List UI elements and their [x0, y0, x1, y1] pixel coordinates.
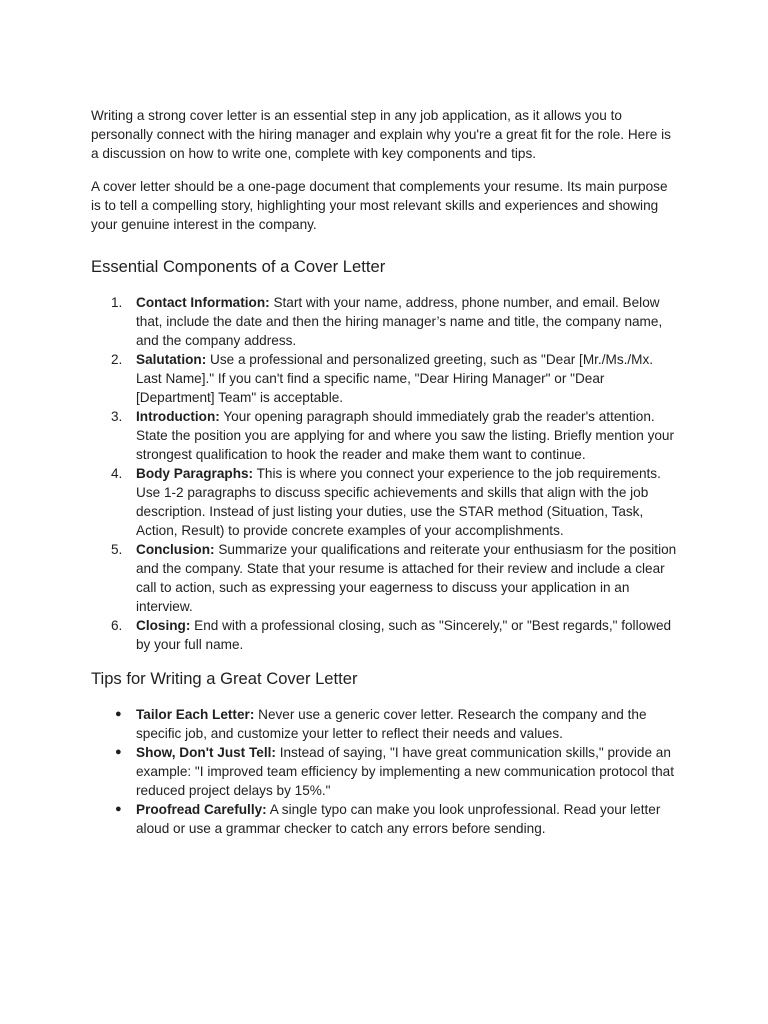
- list-item: [91, 800, 681, 838]
- list-number: 6.: [111, 618, 123, 633]
- item-text: This is where you connect your experience to the job requirements. Use 1-2 paragraphs to discuss specific achievements and skills that align with the job description. Instead of just listing your duties, use the STAR method (Situation, Task, Action, Result) to provide concrete examples of your accomplishments.: [136, 466, 661, 538]
- intro-paragraph: A cover letter should be a one-page document that complements your resume. Its main purpose is to tell a compelling story, highlighting your most relevant skills and experiences and showing your genuine interest in the company.: [91, 179, 668, 232]
- list-item: [91, 464, 681, 540]
- intro-paragraph: Writing a strong cover letter is an essential step in any job application, as it allows you to personally connect with the hiring manager and explain why you're a great fit for the role. Here is a discussion on how to write one, complete with key components and tips.: [91, 108, 671, 161]
- list-item: [91, 705, 681, 743]
- bullet-icon: ●: [115, 803, 122, 815]
- list-number: 3.: [111, 409, 123, 424]
- item-text: Instead of saying, "I have great communication skills," provide an example: "I improved team efficiency by implementing a new communication protocol that reduced project delays by 15%.": [136, 745, 675, 798]
- item-term: Contact Information:: [136, 295, 270, 310]
- item-term: Closing:: [136, 618, 191, 633]
- item-term: Show, Don't Just Tell:: [136, 745, 276, 760]
- list-item: [91, 540, 681, 616]
- list-item: [91, 293, 681, 350]
- tips-list: [91, 705, 681, 838]
- item-text: Use a professional and personalized greeting, such as "Dear [Mr./Ms./Mx. Last Name]." If you can't find a specific name, "Dear Hiring Manager" or "Dear [Department] Team" is acceptable.: [136, 352, 654, 405]
- list-number: 4.: [111, 466, 123, 481]
- list-number: 5.: [111, 542, 123, 557]
- item-term: Body Paragraphs:: [136, 466, 254, 481]
- bullet-icon: ●: [115, 708, 122, 720]
- item-term: Tailor Each Letter:: [136, 707, 255, 722]
- item-term: Salutation:: [136, 352, 207, 367]
- item-text: Start with your name, address, phone number, and email. Below that, include the date and then the hiring manager’s name and title, the company name, and the company address.: [136, 295, 663, 348]
- item-text: Your opening paragraph should immediately grab the reader's attention. State the position you are applying for and where you saw the listing. Briefly mention your strongest qualification to hook the reader and make them want to continue.: [136, 409, 675, 462]
- item-term: Introduction:: [136, 409, 220, 424]
- item-text: End with a professional closing, such as "Sincerely," or "Best regards," followed by your full name.: [136, 618, 672, 652]
- list-number: 1.: [111, 295, 123, 310]
- list-number: 2.: [111, 352, 123, 367]
- list-item: [91, 616, 681, 654]
- bullet-icon: ●: [115, 746, 122, 758]
- item-term: Proofread Carefully:: [136, 802, 267, 817]
- list-item: [91, 407, 681, 464]
- list-item: [91, 350, 681, 407]
- tips-heading: Tips for Writing a Great Cover Letter: [91, 669, 358, 688]
- item-term: Conclusion:: [136, 542, 215, 557]
- list-item: [91, 743, 681, 800]
- item-text: Summarize your qualifications and reiterate your enthusiasm for the position and the company. State that your resume is attached for their review and include a clear call to action, such as expressing your eagerness to discuss your application in an interview.: [136, 542, 677, 614]
- components-list: [91, 293, 681, 654]
- components-heading: Essential Components of a Cover Letter: [91, 257, 386, 276]
- item-text: A single typo can make you look unprofessional. Read your letter aloud or use a grammar checker to catch any errors before sending.: [136, 802, 661, 836]
- item-text: Never use a generic cover letter. Research the company and the specific job, and customize your letter to reflect their needs and values.: [136, 707, 647, 741]
- document-page: [91, 106, 681, 838]
